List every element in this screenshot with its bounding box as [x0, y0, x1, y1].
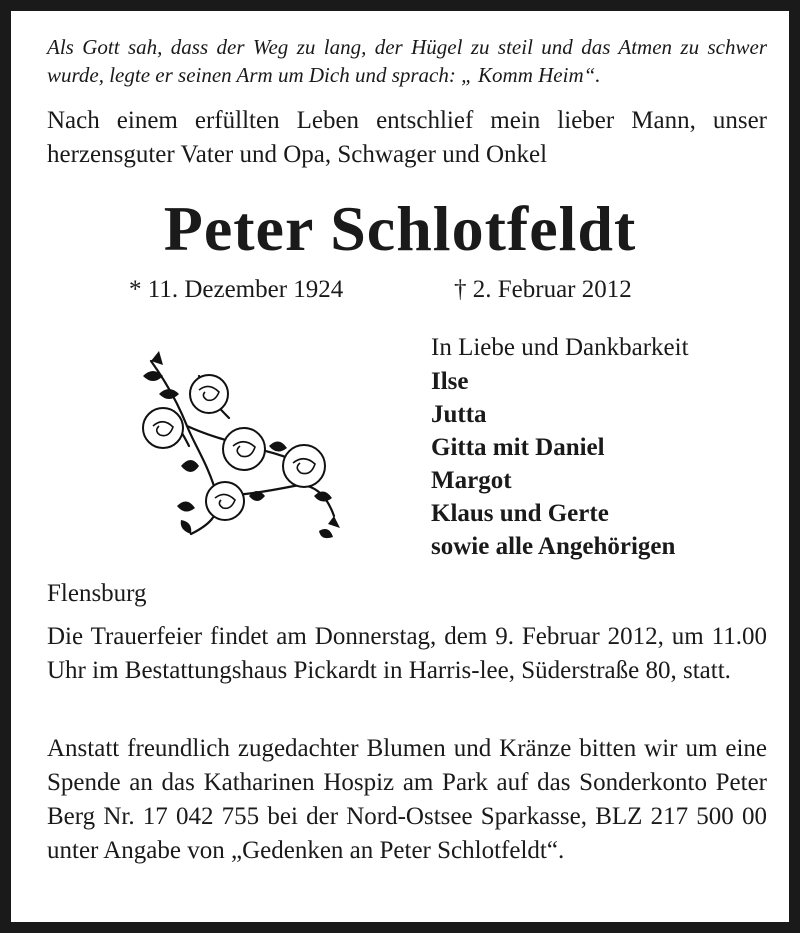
intro-text: Nach einem erfüllten Leben entschlief mein lieber Mann, unser herzensguter Vater und Opa, Schwager und Onkel [47, 107, 767, 168]
mourner-name: Klaus und Gerte [431, 500, 609, 527]
death-date: † 2. Februar 2012 [454, 276, 632, 303]
memorial-quote: Als Gott sah, dass der Weg zu lang, der Hügel zu steil und das Atmen zu schwer wurde, legte er seinen Arm um Dich und sprach: „ Komm Heim“. [47, 35, 767, 87]
mourner-name: Gitta mit Daniel [431, 434, 605, 461]
ceremony-text: Die Trauerfeier findet am Donnerstag, dem 9. Februar 2012, um 11.00 Uhr im Bestattungshaus Pickardt in Harris-lee, Süderstraße 80, statt. [47, 623, 767, 684]
roses-illustration [129, 346, 349, 546]
obituary-notice [11, 11, 789, 922]
city: Flensburg [47, 580, 147, 607]
mourner-name: Jutta [431, 401, 487, 428]
mourner-name: Margot [431, 467, 512, 494]
donation-text: Anstatt freundlich zugedachter Blumen und Kränze bitten wir um eine Spende an das Katharinen Hospiz am Park auf das Sonderkonto Peter Berg Nr. 17 042 755 bei der Nord-Ostsee Sparkasse, BLZ 217 500 00 unter Angabe von „Gedenken an Peter Schlotfeldt“. [47, 735, 767, 864]
mourners-lead: In Liebe und Dankbarkeit [431, 334, 689, 361]
mourner-name: Ilse [431, 368, 469, 395]
mourners-list [431, 331, 781, 563]
mourner-name: sowie alle Angehörigen [431, 533, 676, 560]
deceased-name: Peter Schlotfeldt [163, 193, 637, 264]
birth-date: * 11. Dezember 1924 [129, 276, 344, 303]
